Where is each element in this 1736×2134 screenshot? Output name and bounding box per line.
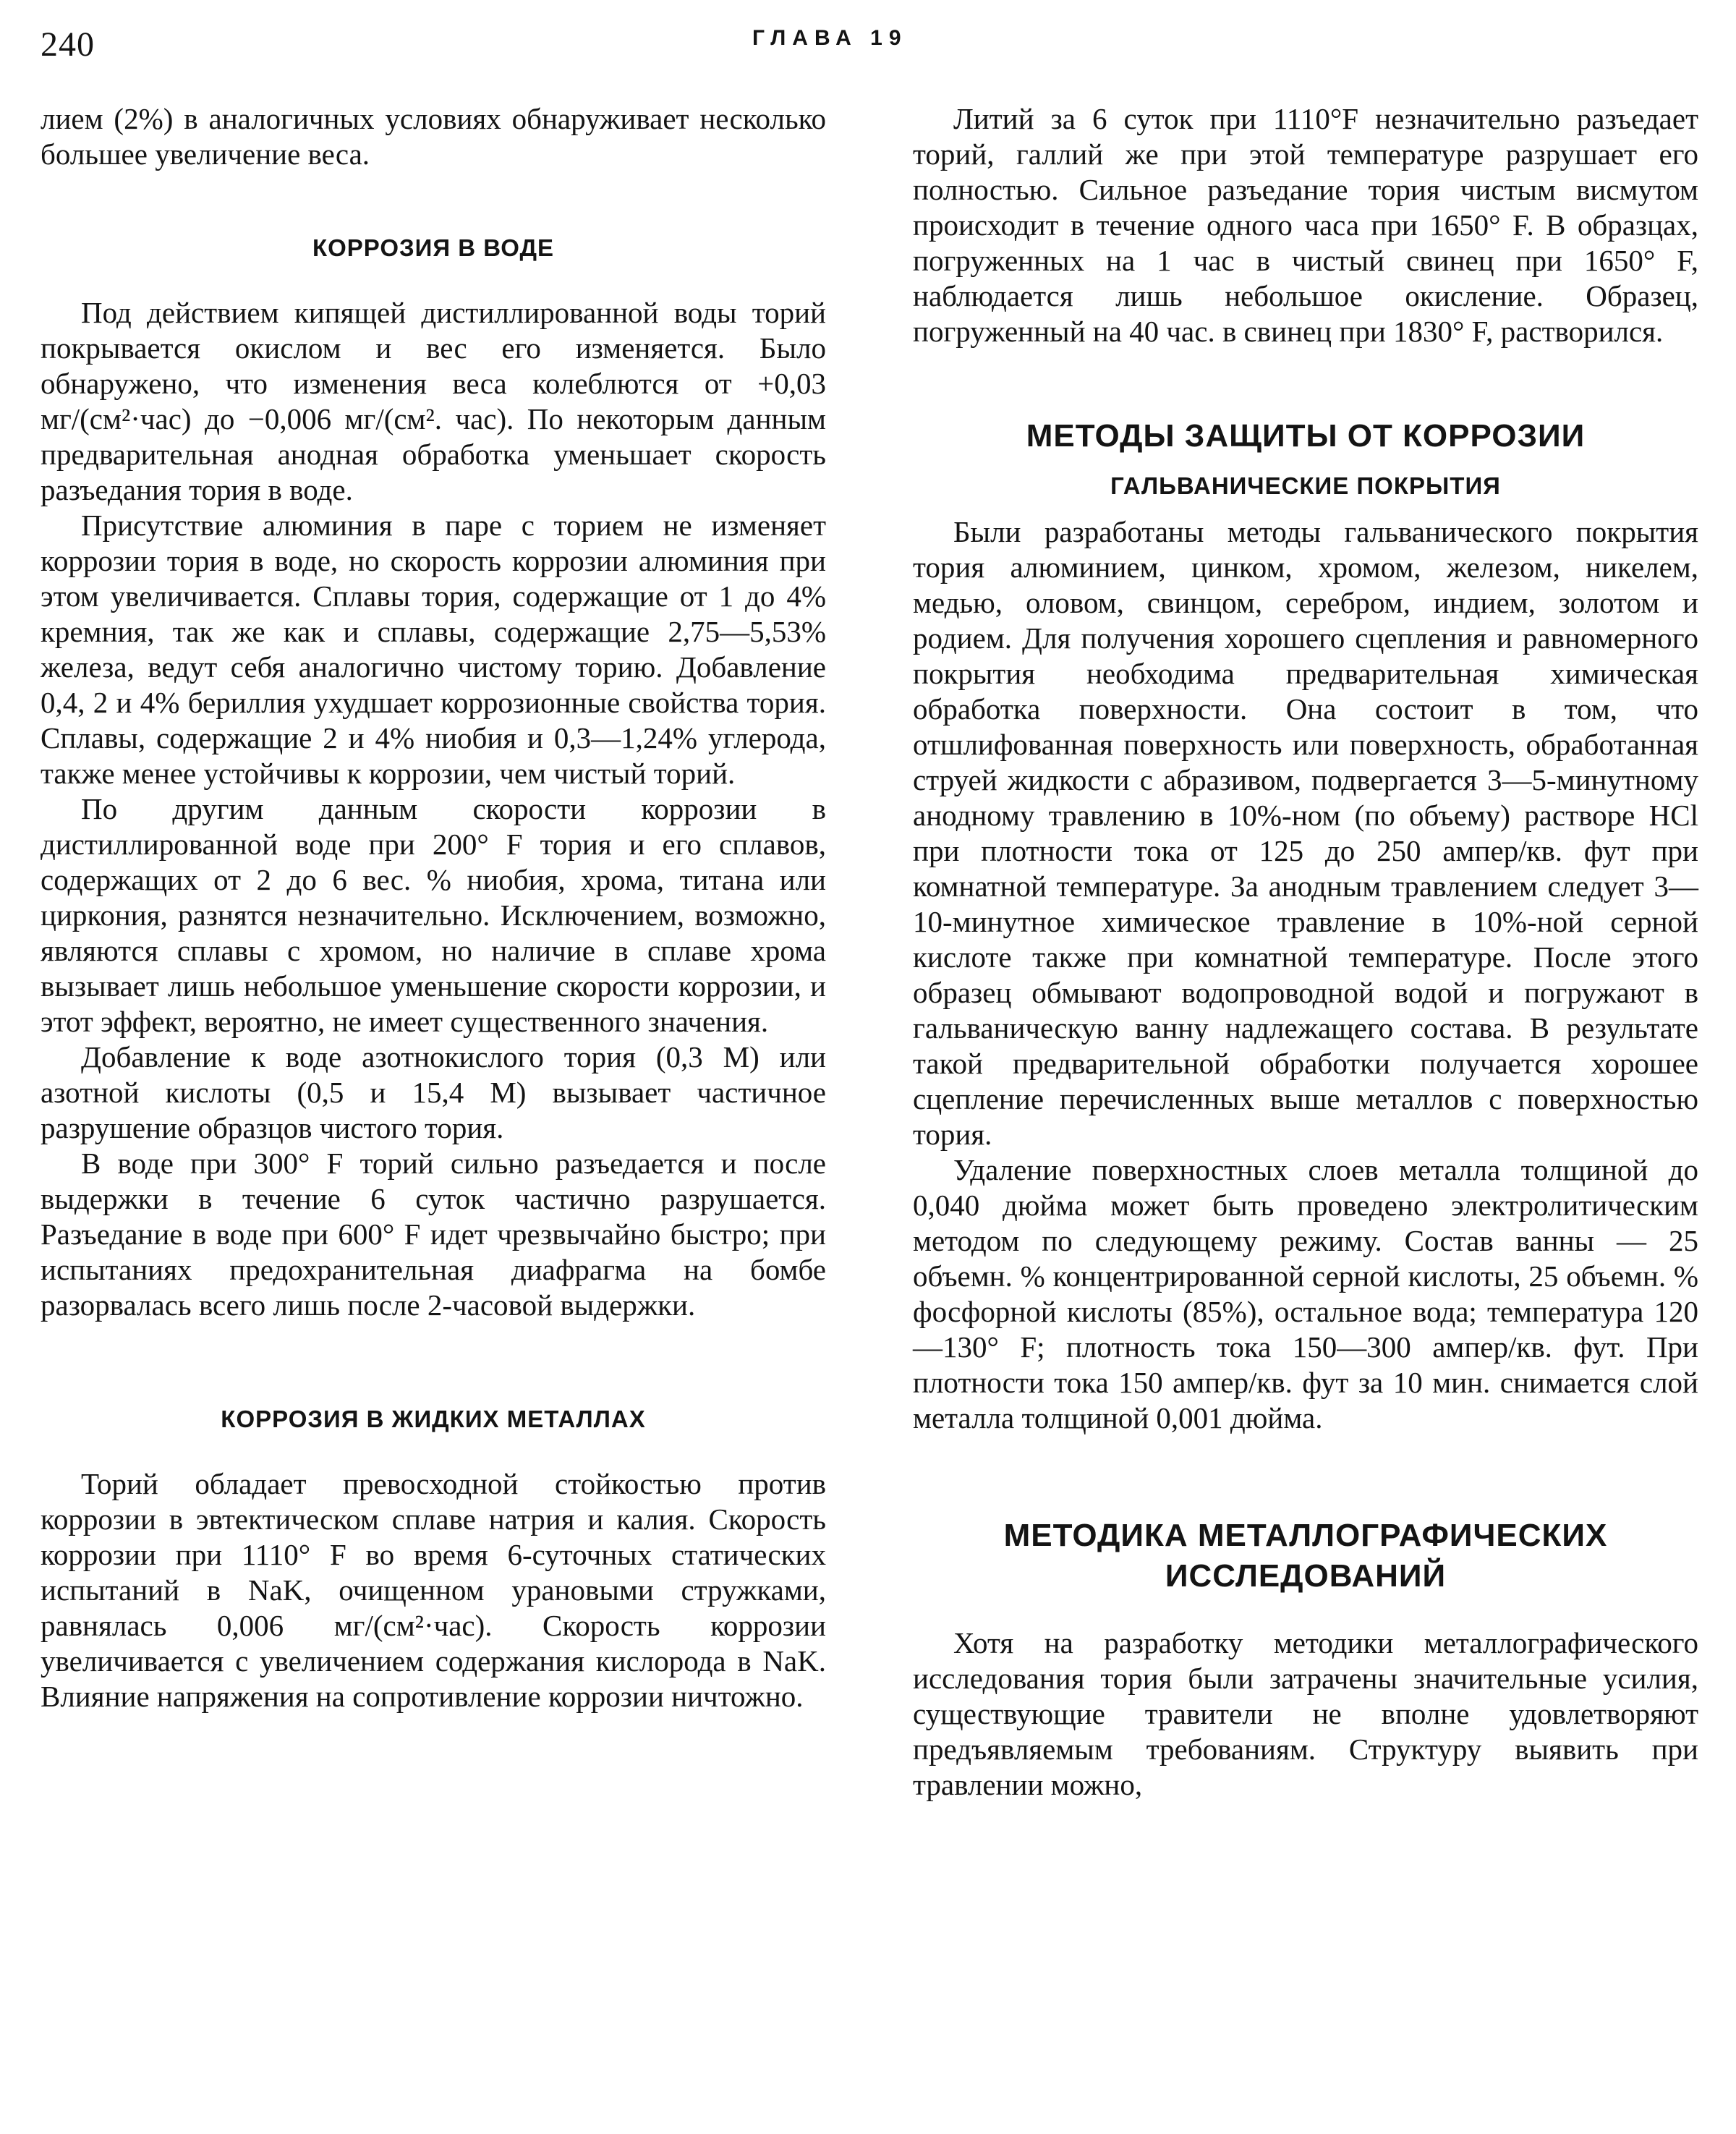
paragraph: Присутствие алюминия в паре с торием не изменяет коррозии тория в воде, но скорость коррозии алюминия при этом увеличивается. Сплавы тория, содержащие от 1 до 4% кремния, так же как и сплавы, содержащие 2,75—5,53% железа, ведут себя аналогично чистому торию. Добавление 0,4, 2 и 4% бериллия ухудшает коррозионные свойства тория. Сплавы, содержащие 2 и 4% ниобия и 0,3—1,24% углерода, также менее устойчивы к коррозии, чем чистый торий. (41, 509, 826, 790)
paragraph: Торий обладает превосходной стойкостью против коррозии в эвтектическом сплаве натрия и калия. Скорость коррозии при 1110° F во время 6-суточных статических испытаний в NaK, очищенном урановыми стружками, равнялась 0,006 мг/(см²·час). Скорость коррозии увеличивается с увеличением содержания кислорода в NaK. Влияние напряжения на сопротивление коррозии ничтожно. (41, 1467, 826, 1713)
continued-paragraph: лием (2%) в аналогичных условиях обнаруживает несколько большее увеличение веса. (41, 102, 826, 171)
running-head: ГЛАВА 19 (752, 26, 908, 50)
paragraph: Были разработаны методы гальванического покрытия тория алюминием, цинком, хромом, железом, никелем, медью, оловом, свинцом, серебром, индием, золотом и родием. Для получения хорошего сцепления и равномерного покрытия необходима предварительная химическая обработка поверхности. Она состоит в том, что отшлифованная поверхность или поверхность, обработанная струей жидкости с абразивом, подвергается 3—5-минутному анодному травлению в 10%-ном (по объему) растворе HCl при плотности тока от 125 до 250 ампер/кв. фут при комнатной температуре. За анодным травлением следует 3—10-минутное химическое травление в 10%-ной серной кислоте также при комнатной температуре. После этого образец обмывают водопроводной водой и погружают в гальваническую ванну надлежащего состава. В результате такой предварительной обработки получается хорошее сцепление перечисленных выше металлов с поверхностью тория. (913, 515, 1698, 1151)
paragraph: Хотя на разработку методики металлографического исследования тория были затрачены значительные усилия, существующие травители не вполне удовлетворяют предъявляемым требованиям. Структуру выявить при травлении можно, (913, 1626, 1698, 1801)
section-heading-metallography (913, 1516, 1698, 1597)
section-heading-protection: МЕТОДЫ ЗАЩИТЫ ОТ КОРРОЗИИ (1026, 418, 1586, 454)
paragraph: В воде при 300° F торий сильно разъедается и после выдержки в течение 6 суток частично разрушается. Разъедание в воде при 600° F идет чрезвычайно быстро; при испытаниях предохранительная диафрагма на бомбе разорвалась всего лишь после 2-часовой выдержки. (41, 1147, 826, 1322)
heading-line: МЕТОДИКА МЕТАЛЛОГРАФИЧЕСКИХ (1003, 1518, 1608, 1553)
section-heading-liquid-metals: КОРРОЗИЯ В ЖИДКИХ МЕТАЛЛАХ (221, 1406, 646, 1432)
heading-line: ИССЛЕДОВАНИЙ (1165, 1558, 1447, 1594)
subsection-heading-galvanic: ГАЛЬВАНИЧЕСКИЕ ПОКРЫТИЯ (1110, 472, 1501, 499)
page-number: 240 (41, 25, 95, 64)
paragraph: По другим данным скорости коррозии в дистиллированной воде при 200° F тория и его сплавов, содержащих от 2 до 6 вес. % ниобия, хрома, титана или циркония, разнятся незначительно. Исключением, возможно, являются сплавы с хромом, но наличие в сплаве хрома вызывает лишь небольшое уменьшение скорости коррозии, и этот эффект, вероятно, не имеет существенного значения. (41, 792, 826, 1038)
paragraph: Удаление поверхностных слоев металла толщиной до 0,040 дюйма может быть проведено электролитическим методом по следующему режиму. Состав ванны — 25 объемн. % концентрированной серной кислоты, 25 объемн. % фосфорной кислоты (85%), остальное вода; температура 120—130° F; плотность тока 150—300 ампер/кв. фут. При плотности тока 150 ампер/кв. фут за 10 мин. снимается слой металла толщиной 0,001 дюйма. (913, 1153, 1698, 1434)
paragraph: Литий за 6 суток при 1110°F незначительно разъедает торий, галлий же при этой температуре разрушает его полностью. Сильное разъедание тория чистым висмутом происходит в течение одного часа при 1650° F. В образцах, погруженных на 1 час в чистый свинец при 1650° F, наблюдается лишь небольшое окисление. Образец, погруженный на 40 час. в свинец при 1830° F, растворился. (913, 102, 1698, 348)
right-column (913, 101, 1698, 1803)
paragraph: Под действием кипящей дистиллированной воды торий покрывается окислом и вес его изменяется. Было обнаружено, что изменения веса колеблются от +0,03 мг/(см²·час) до −0,006 мг/(см². час). По некоторым данным предварительная анодная обработка уменьшает скорость разъедания тория в воде. (41, 296, 826, 506)
paragraph: Добавление к воде азотнокислого тория (0,3 М) или азотной кислоты (0,5 и 15,4 М) вызывает частичное разрушение образцов чистого тория. (41, 1040, 826, 1144)
section-heading-water: КОРРОЗИЯ В ВОДЕ (312, 234, 555, 261)
left-column (41, 101, 826, 1714)
